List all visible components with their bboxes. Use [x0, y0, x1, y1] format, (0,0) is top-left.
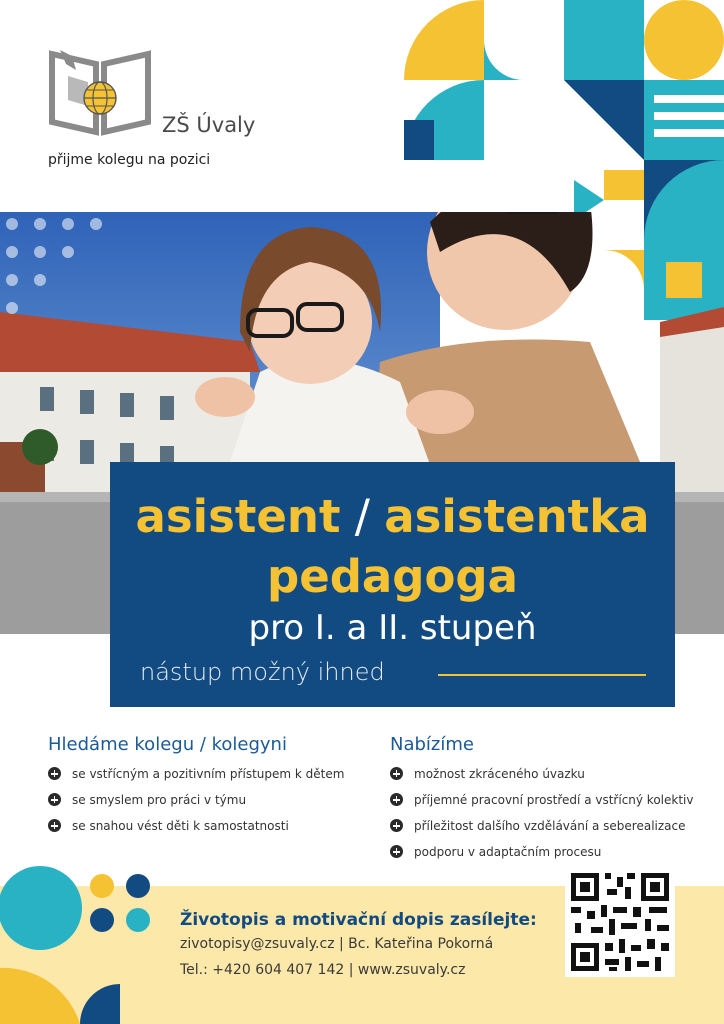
- list-item: [48, 818, 344, 844]
- contact-heading: Životopis a motivační dopis zasílejte:: [180, 910, 537, 930]
- job-title-line2: pedagoga: [266, 550, 518, 603]
- job-title-masculine: asistent: [135, 490, 341, 543]
- list-item-text: příjemné pracovní prostředí a vstřícný kolektiv: [414, 793, 694, 807]
- list-item-text: se vstřícným a pozitivním přístupem k dětem: [72, 767, 345, 781]
- job-title-line1: [110, 490, 675, 543]
- list-item: [390, 818, 693, 844]
- contact-email[interactable]: zivotopisy@zsuvaly.cz | Bc. Kateřina Pokorná: [180, 936, 494, 952]
- school-logo-icon: [48, 46, 152, 136]
- list-item-text: se smyslem pro práci v týmu: [72, 793, 247, 807]
- offer-heading: Nabízíme: [390, 734, 474, 755]
- seeking-heading: Hledáme kolegu / kolegyni: [48, 734, 287, 755]
- list-item-text: možnost zkráceného úvazku: [414, 767, 585, 781]
- list-item: [48, 792, 344, 818]
- job-title-feminine: asistentka: [384, 490, 650, 543]
- decorative-circles: [0, 858, 160, 1024]
- school-name: ZŠ Úvaly: [162, 113, 256, 137]
- offer-list: [390, 766, 693, 870]
- list-item: [48, 766, 344, 792]
- qr-code-icon[interactable]: [565, 867, 675, 977]
- list-item: [390, 792, 693, 818]
- intro-text: přijme kolegu na pozici: [48, 152, 211, 168]
- plus-circle-icon: [48, 767, 61, 780]
- plus-circle-icon: [48, 793, 61, 806]
- plus-circle-icon: [390, 819, 403, 832]
- title-slash: /: [340, 490, 385, 543]
- grade-level: pro I. a II. stupeň: [248, 608, 537, 648]
- list-item: [390, 766, 693, 792]
- plus-circle-icon: [390, 767, 403, 780]
- plus-circle-icon: [390, 845, 403, 858]
- plus-circle-icon: [48, 819, 61, 832]
- list-item-text: příležitost dalšího vzdělávání a seberealizace: [414, 819, 686, 833]
- start-date: nástup možný ihned: [140, 658, 385, 686]
- title-panel: [110, 462, 675, 707]
- seeking-list: [48, 766, 344, 844]
- list-item-text: se snahou vést děti k samostatnosti: [72, 819, 289, 833]
- list-item-text: podporu v adaptačním procesu: [414, 845, 602, 859]
- contact-phone-web[interactable]: Tel.: +420 604 407 142 | www.zsuvaly.cz: [180, 962, 466, 978]
- plus-circle-icon: [390, 793, 403, 806]
- accent-divider: [438, 674, 646, 676]
- globe-icon: [84, 82, 116, 114]
